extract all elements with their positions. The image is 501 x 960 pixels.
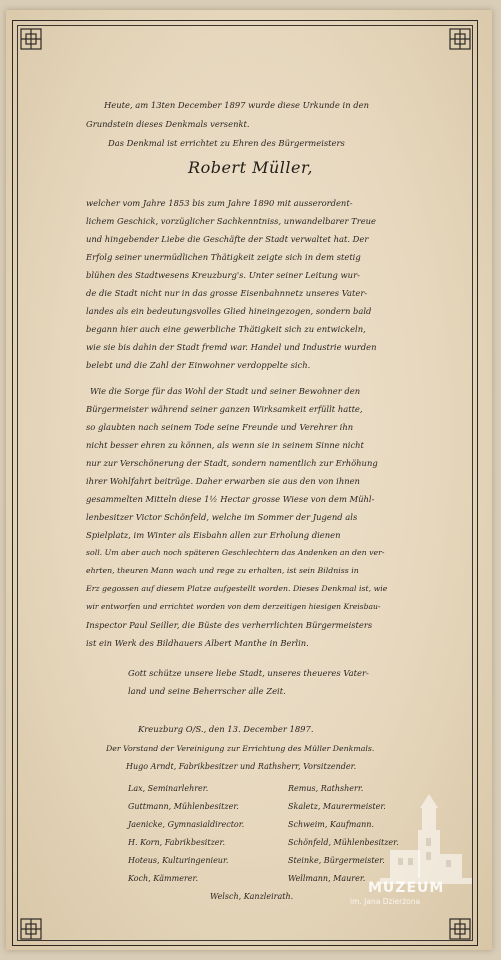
member-signature: Koch, Kämmerer.: [128, 874, 198, 883]
honoree-name: Robert Müller,: [188, 158, 313, 177]
member-signature: Jaenicke, Gymnasialdirector.: [128, 820, 245, 829]
member-signature: Steinke, Bürgermeister.: [288, 856, 385, 865]
member-signature: Guttmann, Mühlenbesitzer.: [128, 802, 239, 811]
member-signature: Schönfeld, Mühlenbesitzer.: [288, 838, 399, 847]
paragraph-line: de die Stadt nicht nur in das grosse Eisenbahnnetz unseres Vater-: [86, 288, 368, 298]
paragraph-line: begann hier auch eine gewerbliche Thätigkeit sich zu entwickeln,: [86, 324, 366, 334]
intro-line: Grundstein dieses Denkmals versenkt.: [86, 119, 250, 129]
final-signature: Welsch, Kanzleirath.: [210, 892, 294, 901]
paragraph-line: wie sie bis dahin der Stadt fremd war. Handel und Industrie wurden: [86, 342, 377, 352]
museum-watermark-logo: [340, 790, 480, 930]
paragraph-line: ist ein Werk des Bildhauers Albert Manthe in Berlin.: [86, 638, 309, 648]
paragraph-line: blühen des Stadtwesens Kreuzburg's. Unter seiner Leitung wur-: [86, 270, 360, 280]
place-date: Kreuzburg O/S., den 13. December 1897.: [138, 724, 314, 734]
member-signature: Skaletz, Maurermeister.: [288, 802, 386, 811]
paragraph-line: Wie die Sorge für das Wohl der Stadt und seiner Bewohner den: [90, 386, 361, 396]
paragraph-line: nur zur Verschönerung der Stadt, sondern namentlich zur Erhöhung: [86, 458, 378, 468]
museum-watermark-subtitle: im. Jana Dzierżona: [350, 897, 421, 906]
member-signature: Schweim, Kaufmann.: [288, 820, 374, 829]
paragraph-line: wir entworfen und errichtet worden von dem derzeitigen hiesigen Kreisbau-: [86, 602, 381, 611]
paragraph-line: ihrer Wohlfahrt beitrüge. Daher erwarben sie aus den von ihnen: [86, 476, 360, 486]
blessing-line: Gott schütze unsere liebe Stadt, unseres theueres Vater-: [128, 668, 369, 678]
paragraph-line: Erz gegossen auf diesem Platze aufgestellt worden. Dieses Denkmal ist, wie: [86, 584, 388, 593]
corner-ornament-icon: [20, 28, 42, 50]
paragraph-line: so glaubten nach seinem Tode seine Freunde und Verehrer ihn: [86, 422, 354, 432]
paragraph-line: gesammelten Mitteln diese 1½ Hectar grosse Wiese von dem Mühl-: [86, 494, 375, 504]
paragraph-line: lenbesitzer Victor Schönfeld, welche im Sommer der Jugend als: [86, 512, 358, 522]
paragraph-line: Inspector Paul Seiller, die Büste des verherrlichten Bürgermeisters: [86, 620, 373, 630]
committee-title: Der Vorstand der Vereinigung zur Errichtung des Müller Denkmals.: [106, 744, 375, 753]
paragraph-line: soll. Um aber auch noch späteren Geschlechtern das Andenken an den ver-: [86, 548, 385, 557]
intro-line: Das Denkmal ist errichtet zu Ehren des Bürgermeisters: [108, 138, 345, 148]
member-signature: Lax, Seminarlehrer.: [128, 784, 209, 793]
paragraph-line: belebt und die Zahl der Einwohner verdoppelte sich.: [86, 360, 311, 370]
paragraph-line: ehrten, theuren Mann wach und rege zu erhalten, ist sein Bildniss in: [86, 566, 359, 575]
chairman-signature: Hugo Arndt, Fabrikbesitzer und Rathsherr, Vorsitzender.: [126, 762, 357, 771]
paragraph-line: Bürgermeister während seiner ganzen Wirksamkeit erfüllt hatte,: [86, 404, 363, 414]
paragraph-line: lichem Geschick, vorzüglicher Sachkenntniss, unwandelbarer Treue: [86, 216, 377, 226]
museum-watermark-title: MUZEUM: [368, 880, 445, 896]
member-signature: Wellmann, Maurer.: [288, 874, 366, 883]
paragraph-line: welcher vom Jahre 1853 bis zum Jahre 1890 mit ausserordent-: [86, 198, 353, 208]
member-signature: Hoteus, Kulturingenieur.: [128, 856, 229, 865]
paragraph-line: und hingebender Liebe die Geschäfte der Stadt verwaltet hat. Der: [86, 234, 369, 244]
corner-ornament-icon: [449, 28, 471, 50]
paragraph-line: landes als ein bedeutungsvolles Glied hineingezogen, sondern bald: [86, 306, 372, 316]
paragraph-line: Erfolg seiner unermüdlichen Thätigkeit zeigte sich in dem stetig: [86, 252, 361, 262]
blessing-line: land und seine Beherrscher alle Zeit.: [128, 686, 286, 696]
paragraph-line: nicht besser ehren zu können, als wenn sie in seinem Sinne nicht: [86, 440, 364, 450]
paragraph-line: Spielplatz, im Winter als Eisbahn allen zur Erholung dienen: [86, 530, 341, 540]
member-signature: H. Korn, Fabrikbesitzer.: [128, 838, 226, 847]
corner-ornament-icon: [20, 918, 42, 940]
intro-line: Heute, am 13ten December 1897 wurde diese Urkunde in den: [104, 100, 369, 110]
member-signature: Remus, Rathsherr.: [288, 784, 364, 793]
